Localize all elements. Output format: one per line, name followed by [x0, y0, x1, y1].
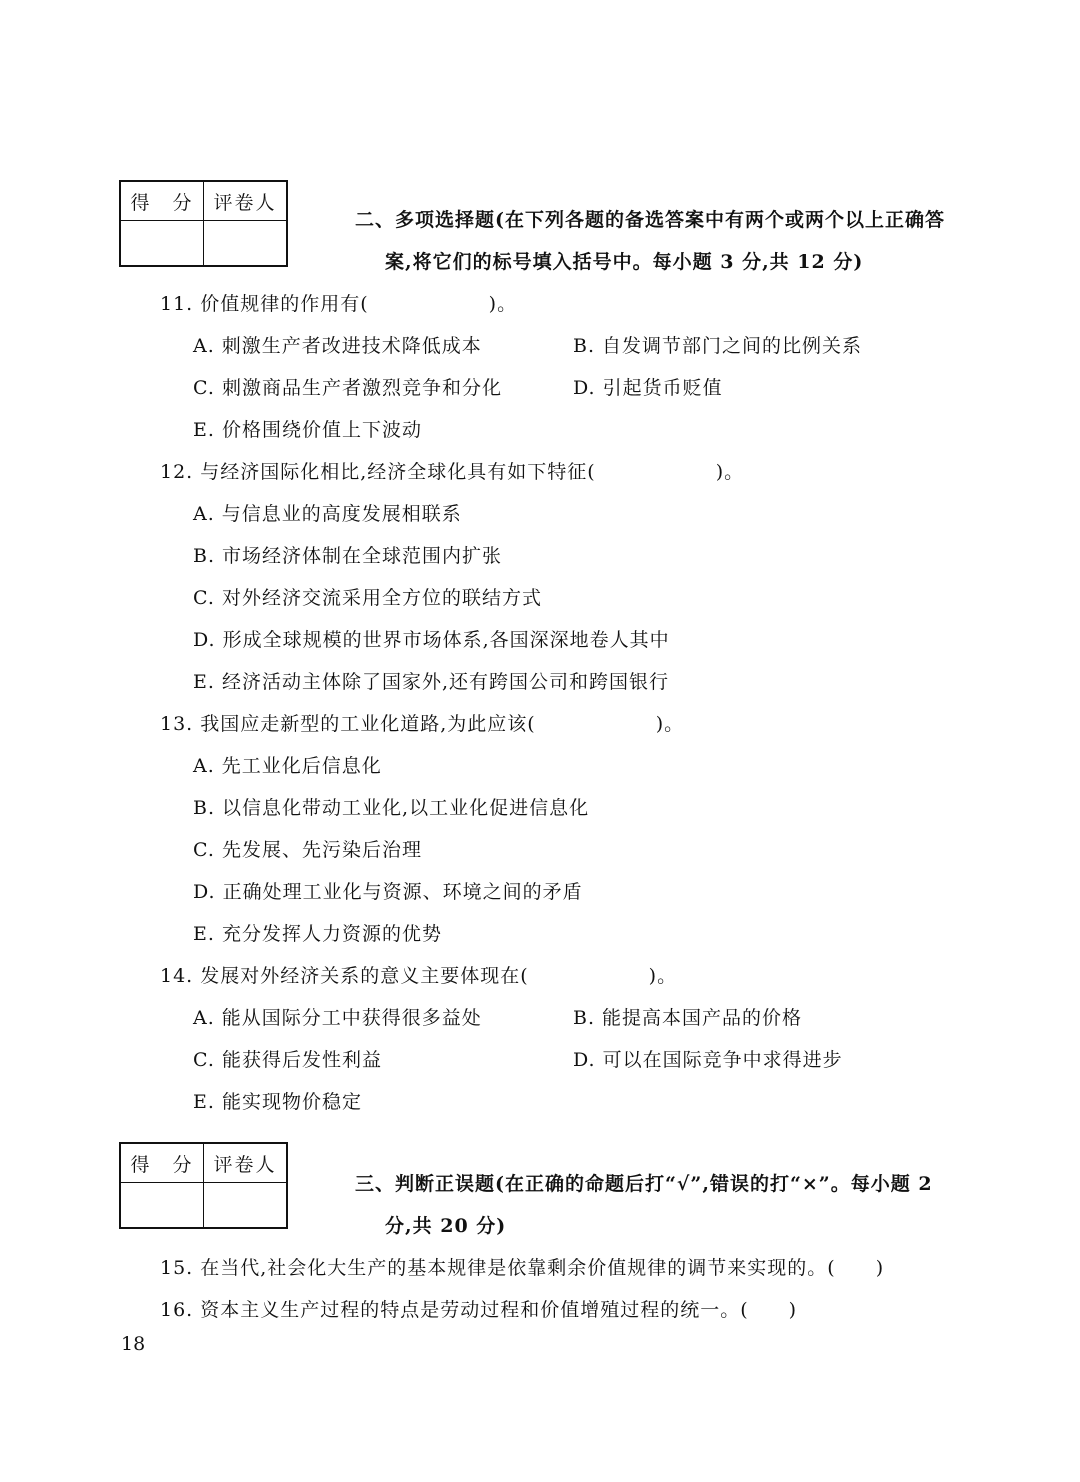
option: C. 先发展、先污染后治理: [193, 839, 422, 861]
option: C. 对外经济交流采用全方位的联结方式: [193, 587, 542, 609]
option: C. 能获得后发性利益: [193, 1049, 382, 1071]
page-number: 18: [121, 1333, 146, 1355]
option: C. 刺激商品生产者激烈竞争和分化: [193, 377, 502, 399]
option: A. 刺激生产者改进技术降低成本: [193, 335, 482, 357]
section2-title-line2: 案,将它们的标号填入括号中。每小题 3 分,共 12 分): [385, 251, 864, 273]
score-box: [119, 1142, 288, 1229]
judgment-question: 16. 资本主义生产过程的特点是劳动过程和价值增殖过程的统一。( ): [160, 1299, 798, 1321]
option: E. 充分发挥人力资源的优势: [193, 923, 442, 945]
option: D. 可以在国际竞争中求得进步: [573, 1049, 843, 1071]
section3-title-line2: 分,共 20 分): [385, 1215, 507, 1237]
judgment-question: 15. 在当代,社会化大生产的基本规律是依靠剩余价值规律的调节来实现的。( ): [160, 1257, 885, 1279]
score-cell[interactable]: [120, 1183, 204, 1229]
option: E. 能实现物价稳定: [193, 1091, 362, 1113]
option: B. 以信息化带动工业化,以工业化促进信息化: [193, 797, 590, 819]
score-cell[interactable]: [120, 221, 204, 267]
score-box: [119, 180, 288, 267]
option: A. 能从国际分工中获得很多益处: [193, 1007, 482, 1029]
option: B. 市场经济体制在全球范围内扩张: [193, 545, 503, 567]
section3-title-line1: 三、判断正误题(在正确的命题后打“√”,错误的打“×”。每小题 2: [355, 1173, 933, 1195]
question-stem: 13. 我国应走新型的工业化道路,为此应该( )。: [160, 713, 685, 735]
option: A. 与信息业的高度发展相联系: [193, 503, 462, 525]
option: E. 经济活动主体除了国家外,还有跨国公司和跨国银行: [193, 671, 669, 693]
question-stem: 14. 发展对外经济关系的意义主要体现在( )。: [160, 965, 678, 987]
option: D. 形成全球规模的世界市场体系,各国深深地卷人其中: [193, 629, 670, 651]
grader-cell[interactable]: [204, 221, 288, 267]
score-label: 得 分: [120, 181, 204, 221]
question-stem: 12. 与经济国际化相比,经济全球化具有如下特征( )。: [160, 461, 745, 483]
option: D. 引起货币贬值: [573, 377, 723, 399]
option: E. 价格围绕价值上下波动: [193, 419, 422, 441]
option: B. 能提高本国产品的价格: [573, 1007, 803, 1029]
grader-label: 评卷人: [204, 181, 288, 221]
score-label: 得 分: [120, 1143, 204, 1183]
option: D. 正确处理工业化与资源、环境之间的矛盾: [193, 881, 583, 903]
section2-title-line1: 二、多项选择题(在下列各题的备选答案中有两个或两个以上正确答: [355, 209, 945, 231]
grader-label: 评卷人: [204, 1143, 288, 1183]
grader-cell[interactable]: [204, 1183, 288, 1229]
option: A. 先工业化后信息化: [193, 755, 382, 777]
option: B. 自发调节部门之间的比例关系: [573, 335, 863, 357]
question-stem: 11. 价值规律的作用有( )。: [160, 293, 518, 315]
